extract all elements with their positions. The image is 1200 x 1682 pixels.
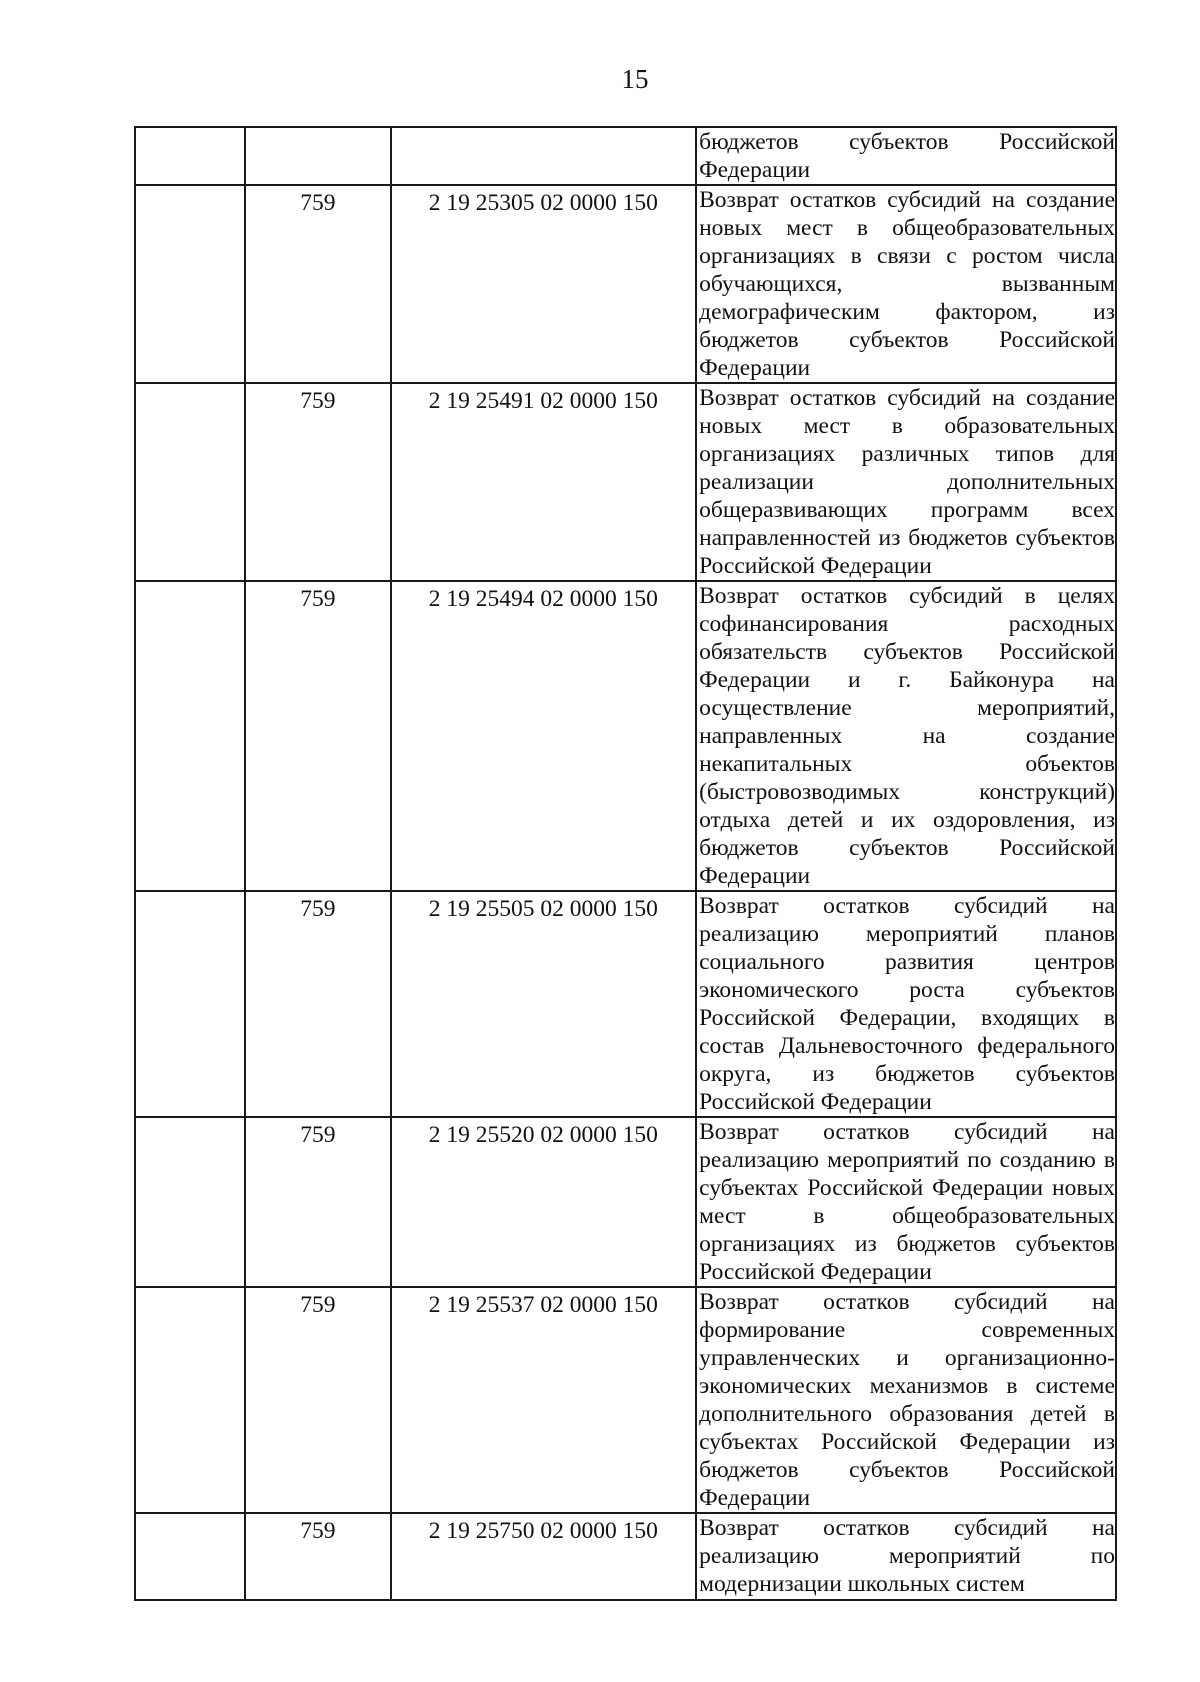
admin-code-cell: 759 xyxy=(245,185,390,383)
description-cell: Возврат остатков субсидий на формирование современных управленческих и организационно-экономических механизмов в системе дополнительного образования детей в субъектах Российской Федерации из бюджетов субъектов Российской Федерации xyxy=(696,1287,1116,1513)
budget-code-cell xyxy=(391,127,697,185)
empty-cell xyxy=(135,1513,245,1600)
description-cell: бюджетов субъектов Российской Федерации xyxy=(696,127,1116,185)
empty-cell xyxy=(135,383,245,581)
empty-cell xyxy=(135,1287,245,1513)
table-row xyxy=(135,581,1116,891)
description-cell: Возврат остатков субсидий на реализацию мероприятий по созданию в субъектах Российской Федерации новых мест в общеобразовательных организациях из бюджетов субъектов Российской Федерации xyxy=(696,1117,1116,1287)
empty-cell xyxy=(135,581,245,891)
description-cell: Возврат остатков субсидий на создание новых мест в общеобразовательных организациях в связи с ростом числа обучающихся, вызванным демографическим фактором, из бюджетов субъектов Российской Федерации xyxy=(696,185,1116,383)
description-cell: Возврат остатков субсидий на создание новых мест в образовательных организациях различных типов для реализации дополнительных общеразвивающих программ всех направленностей из бюджетов субъектов Российской Федерации xyxy=(696,383,1116,581)
table-row xyxy=(135,185,1116,383)
page-number: 15 xyxy=(621,64,649,94)
table-row xyxy=(135,1287,1116,1513)
budget-code-cell: 2 19 25750 02 0000 150 xyxy=(391,1513,697,1600)
admin-code-cell: 759 xyxy=(245,891,390,1117)
admin-code-cell xyxy=(245,127,390,185)
budget-code-cell: 2 19 25305 02 0000 150 xyxy=(391,185,697,383)
admin-code-cell: 759 xyxy=(245,1287,390,1513)
description-cell: Возврат остатков субсидий в целях софинансирования расходных обязательств субъектов Российской Федерации и г. Байконура на осуществление мероприятий, направленных на создание некапитальных объектов (быстровозводимых конструкций) отдыха детей и их оздоровления, из бюджетов субъектов Российской Федерации xyxy=(696,581,1116,891)
budget-code-cell: 2 19 25505 02 0000 150 xyxy=(391,891,697,1117)
table-row xyxy=(135,1513,1116,1600)
description-cell: Возврат остатков субсидий на реализацию мероприятий планов социального развития центров экономического роста субъектов Российской Федерации, входящих в состав Дальневосточного федерального округа, из бюджетов субъектов Российской Федерации xyxy=(696,891,1116,1117)
empty-cell xyxy=(135,127,245,185)
table-row xyxy=(135,383,1116,581)
admin-code-cell: 759 xyxy=(245,1117,390,1287)
empty-cell xyxy=(135,891,245,1117)
budget-code-cell: 2 19 25537 02 0000 150 xyxy=(391,1287,697,1513)
budget-code-cell: 2 19 25520 02 0000 150 xyxy=(391,1117,697,1287)
admin-code-cell: 759 xyxy=(245,1513,390,1600)
table-row xyxy=(135,127,1116,185)
empty-cell xyxy=(135,1117,245,1287)
description-cell: Возврат остатков субсидий на реализацию мероприятий по модернизации школьных систем xyxy=(696,1513,1116,1600)
admin-code-cell: 759 xyxy=(245,383,390,581)
table-row xyxy=(135,1117,1116,1287)
budget-code-cell: 2 19 25491 02 0000 150 xyxy=(391,383,697,581)
table-row xyxy=(135,891,1116,1117)
budget-codes-table xyxy=(134,126,1117,1601)
admin-code-cell: 759 xyxy=(245,581,390,891)
budget-code-cell: 2 19 25494 02 0000 150 xyxy=(391,581,697,891)
empty-cell xyxy=(135,185,245,383)
